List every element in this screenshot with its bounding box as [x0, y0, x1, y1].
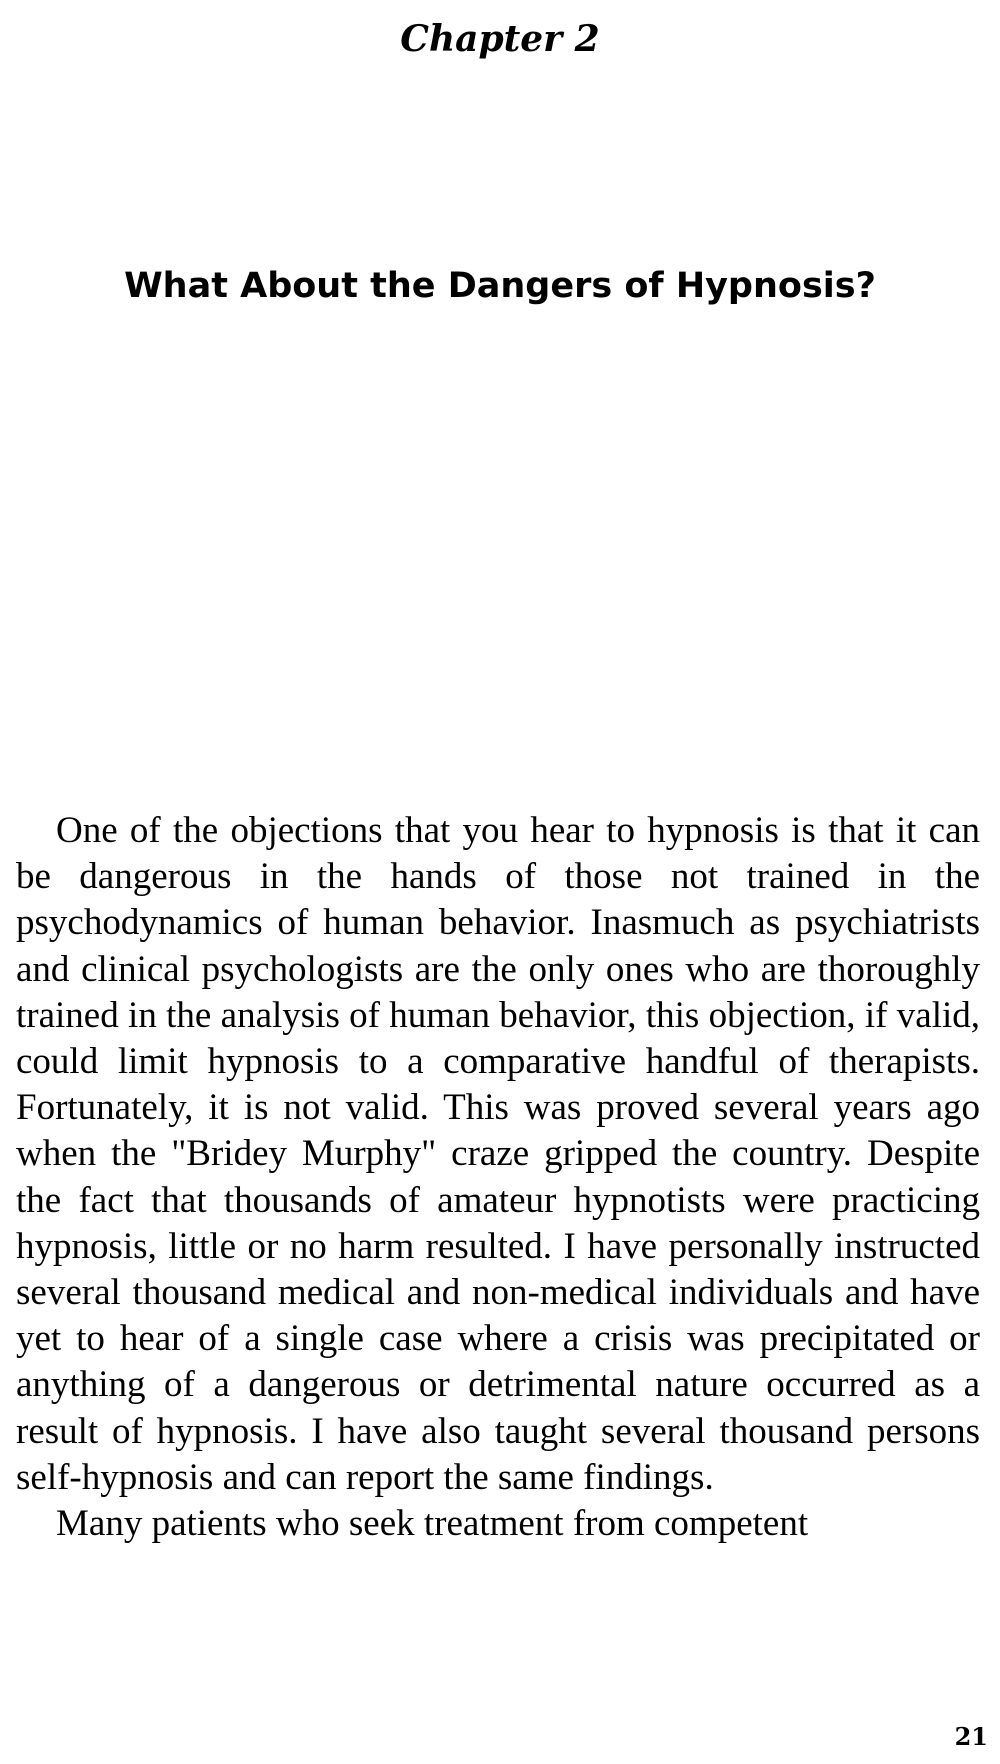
- chapter-title: What About the Dangers of Hypnosis?: [124, 266, 876, 306]
- body-text: [16, 808, 980, 1547]
- page-number: 21: [954, 1722, 988, 1751]
- paragraph: One of the objections that you hear to hypnosis is that it can be dangerous in the hands of those not trained in the psychodynamics of human behavior. Inasmuch as psychiatrists and clinical psychologists are the only ones who are thoroughly trained in the analysis of human behavior, this objection, if valid, could limit hypnosis to a comparative handful of therapists. Fortunately, it is not valid. This was proved several years ago when the "Bridey Murphy" craze gripped the country. Despite the fact that thousands of amateur hypnotists were practicing hypnosis, little or no harm resulted. I have personally instructed several thousand medical and non-medical individuals and have yet to hear of a single case where a crisis was precipitated or anything of a dangerous or detrimental nature occurred as a result of hypnosis. I have also taught several thousand persons self-hypnosis and can report the same findings.: [16, 810, 980, 1498]
- paragraph: Many patients who seek treatment from competent: [56, 1503, 809, 1545]
- chapter-label: Chapter 2: [400, 18, 600, 60]
